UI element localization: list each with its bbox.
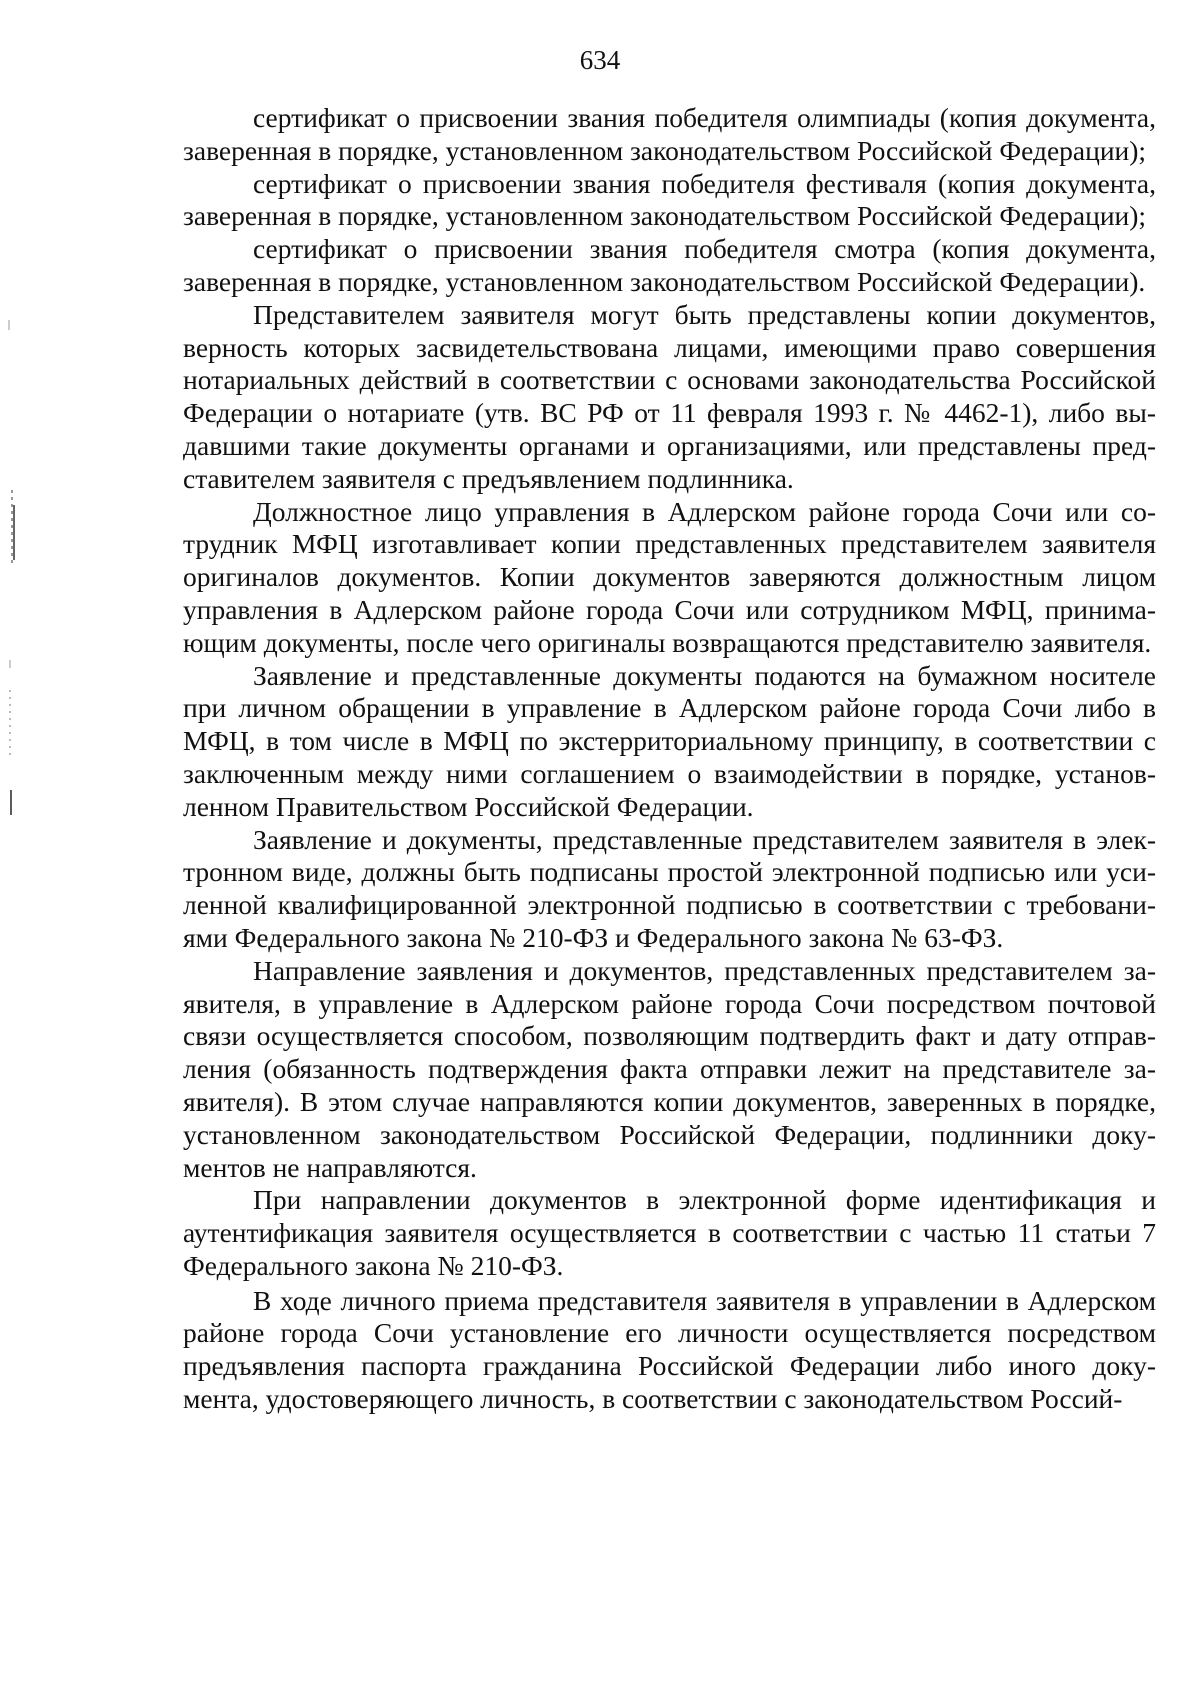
scan-margin-marks — [0, 0, 40, 1695]
paragraph-official-copies: Должностное лицо управления в Адлерском районе города Сочи или сотрудник МФЦ изготавливает копии представленных представителем заявителя оригиналов документов. Копии документов заверяются должностным лицом управления в Адлерском районе города Сочи или сотрудником МФЦ, принимающим документы, после чего оригиналы возвращаются представителю заявителя. — [183, 495, 1156, 658]
paragraph-certificate-festival: сертификат о присвоении звания победителя фестиваля (копия документа, заверенная в порядке, установленном законодательством Российской Федерации); — [183, 167, 1156, 232]
paragraph-document-copies: Представителем заявителя могут быть представлены копии документов, верность которых засвидетельствована лицами, имеющими право совершения нотариальных действий в соответствии с основами законодательства Российской Федерации о нотариате (утв. ВС РФ от 11 февраля 1993 г. № 4462-1), либо выдавшими такие документы органами и организациями, или представлены представителем заявителя с предъявлением подлинника. — [183, 298, 1156, 494]
paragraph-certificate-olympiad: сертификат о присвоении звания победителя олимпиады (копия документа, заверенная в порядке, установленном законодательством Российской Федерации); — [183, 102, 1156, 166]
paragraph-personal-reception: В ходе личного приема представителя заявителя в управлении в Адлерском районе города Сочи установление его личности осуществляется посредством предъявления паспорта гражданина Российской Федерации либо иного документа, удостоверяющего личность, в соответствии с законодательством Россий- — [183, 1284, 1156, 1415]
paragraph-electronic-identification: При направлении документов в электронной форме идентификация и аутентификация заявителя осуществляется в соответствии с частью 11 статьи 7 Федерального закона № 210-ФЗ. — [183, 1184, 1156, 1281]
paragraph-paper-submission: Заявление и представленные документы подаются на бумажном носителе при личном обращении в управление в Адлерском районе города Сочи либо в МФЦ, в том числе в МФЦ по экстерриториальному принципу, в соответствии с заключенным между ними соглашением о взаимодействии в порядке, установленном Правительством Российской Федерации. — [183, 659, 1156, 822]
page-number: 634 — [579, 45, 621, 75]
paragraph-electronic-signature: Заявление и документы, представленные представителем заявителя в электронном виде, должны быть подписаны простой электронной подписью или усиленной квалифицированной электронной подписью в соответствии с требованиями Федерального закона № 210-ФЗ и Федерального закона № 63-ФЗ. — [183, 823, 1156, 953]
document-body — [183, 102, 1156, 1416]
paragraph-postal-submission: Направление заявления и документов, представленных представителем заявителя, в управление в Адлерском районе города Сочи посредством почтовой связи осуществляется способом, позволяющим подтвердить факт и дату отправления (обязанность подтверждения факта отправки лежит на представителе заявителя). В этом случае направляются копии документов, заверенных в порядке, установленном законодательством Российской Федерации, подлинники документов не направляются. — [183, 954, 1156, 1183]
paragraph-certificate-review: сертификат о присвоении звания победителя смотра (копия документа, заверенная в порядке, установленном законодательством Российской Федерации). — [183, 233, 1156, 297]
